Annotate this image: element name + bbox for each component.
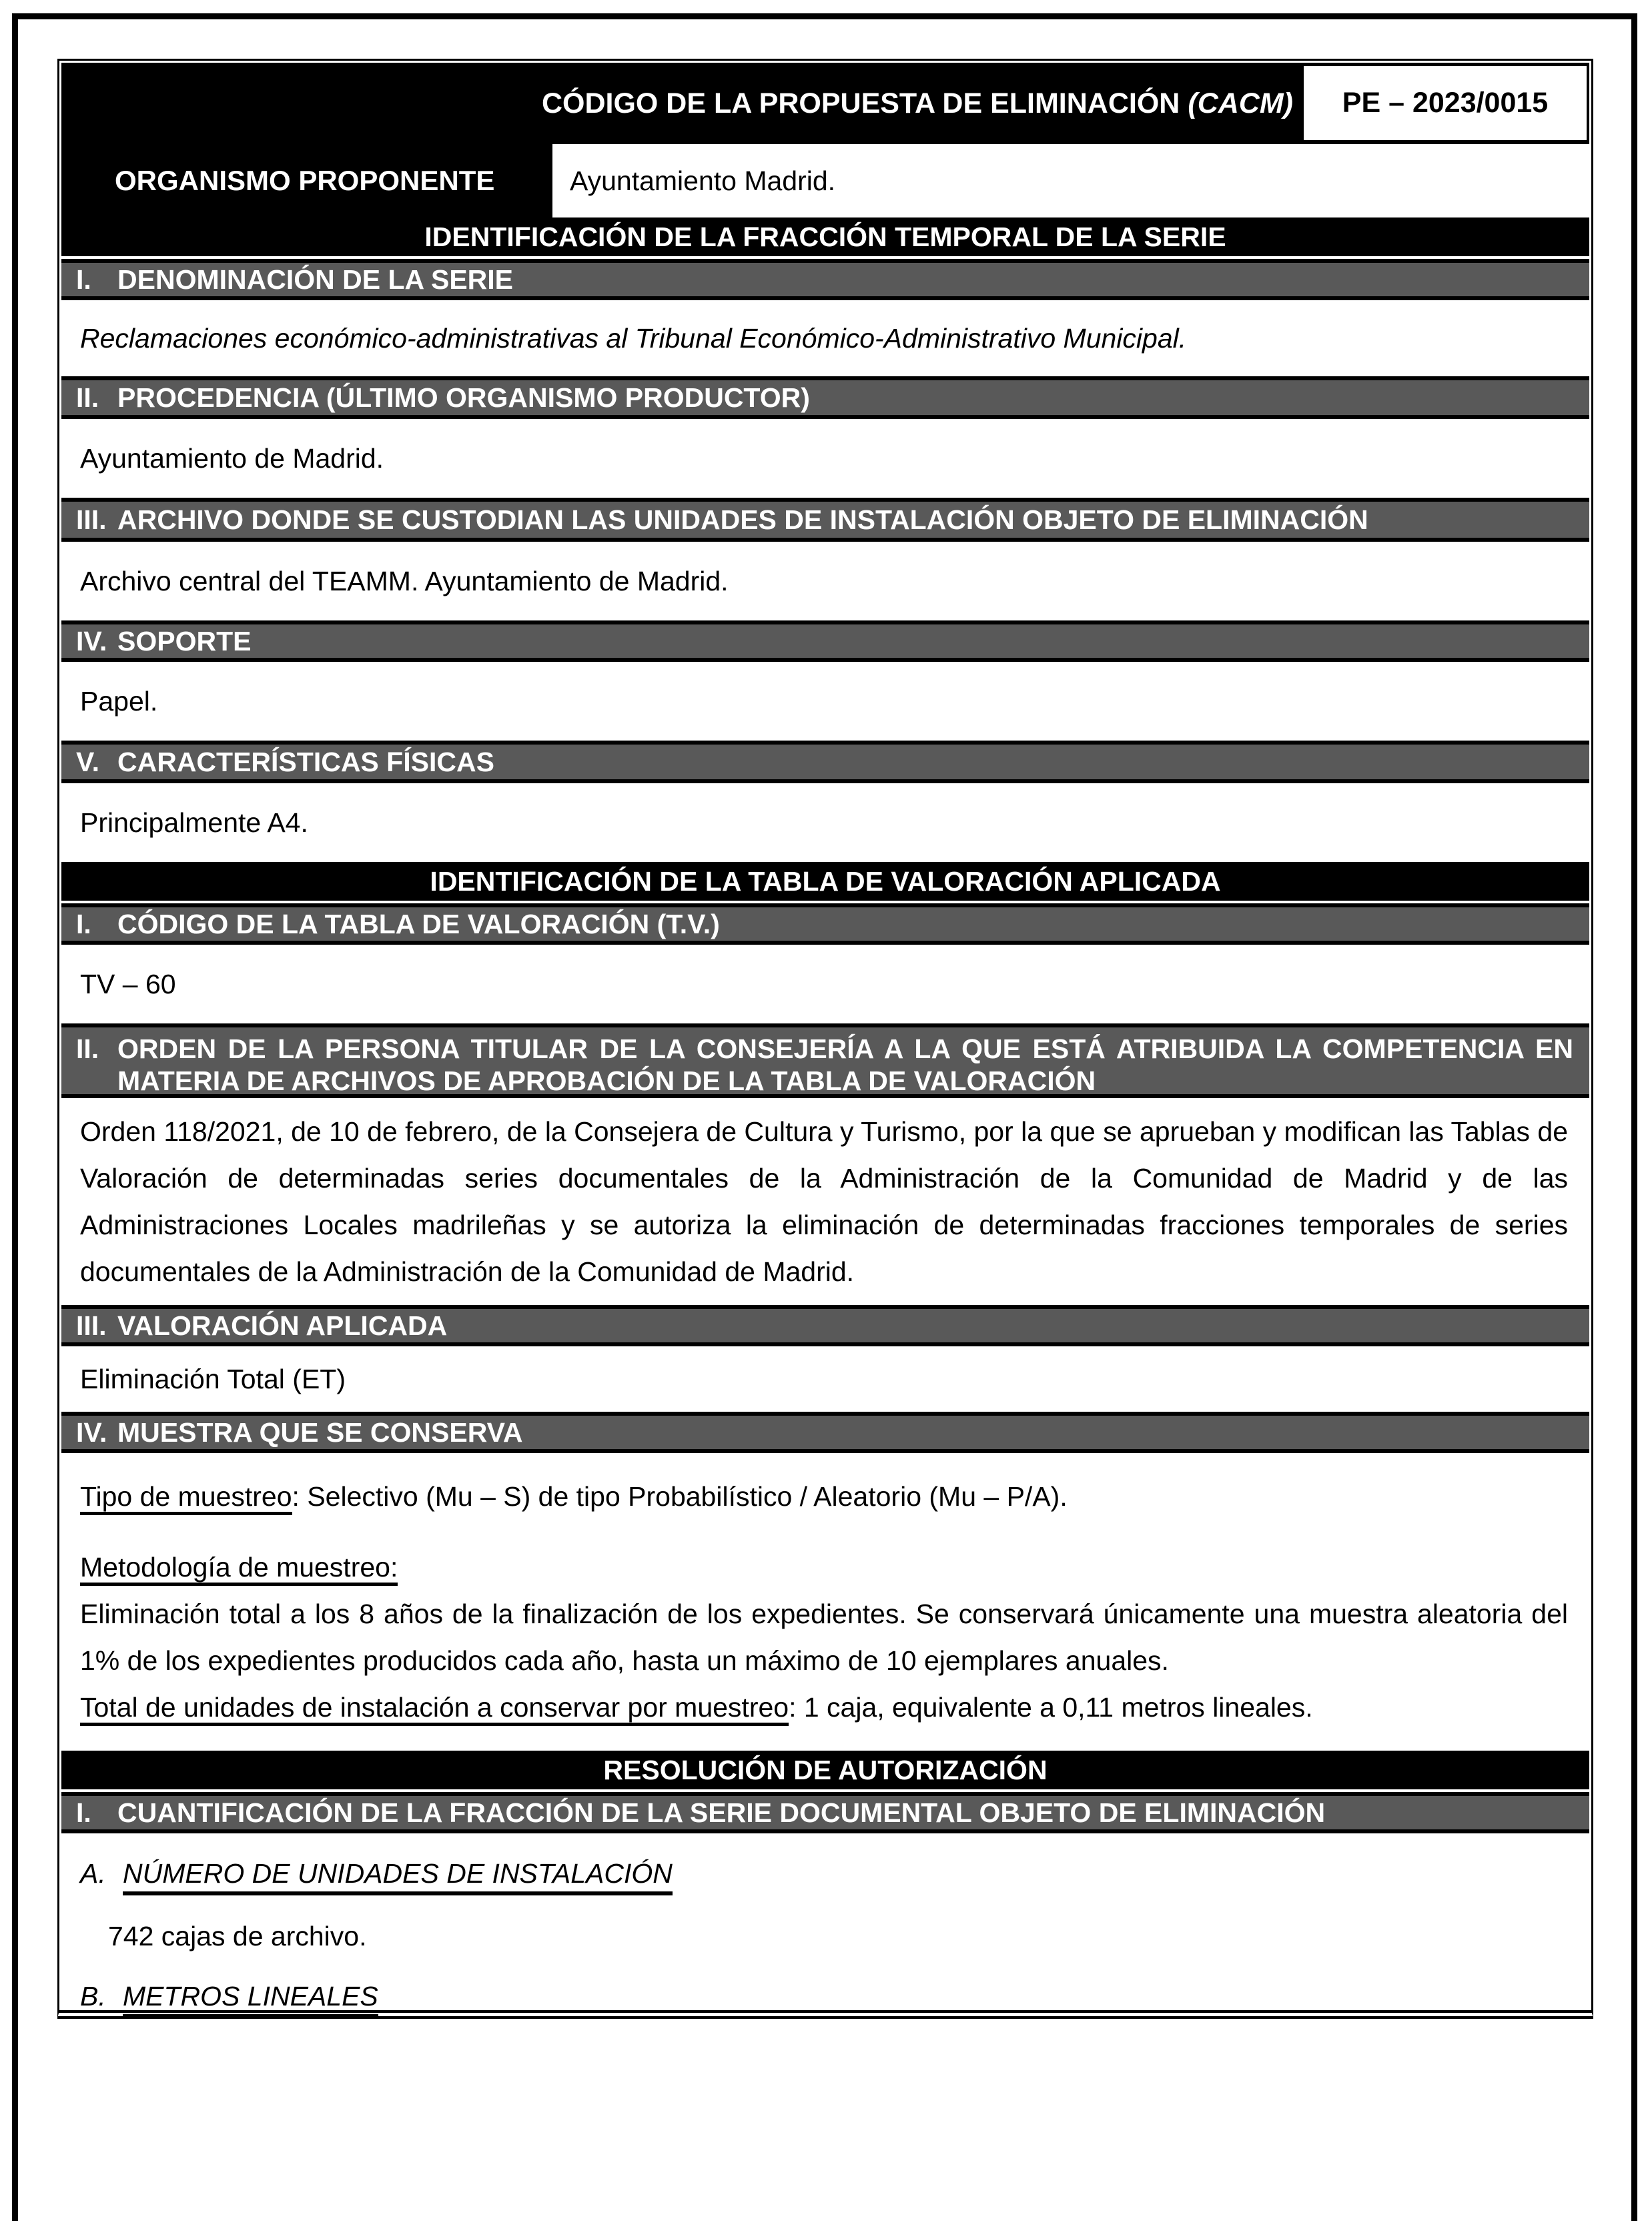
muestra-total-line: [80, 1684, 1568, 1731]
s1-item3-label: ARCHIVO DONDE SE CUSTODIAN LAS UNIDADES DE INSTALACIÓN OBJETO DE ELIMINACIÓN: [117, 504, 1368, 535]
s2-heading-orden: [61, 1023, 1589, 1098]
muestra-metodologia-block: [80, 1544, 1568, 1684]
s1-heading-denominacion: [61, 259, 1589, 300]
muestra-metodologia-label: Metodología de muestreo:: [80, 1552, 398, 1586]
subitem-a-row: [80, 1853, 1568, 1893]
s1-heading-archivo: [61, 498, 1589, 542]
s1-item5-label: CARACTERÍSTICAS FÍSICAS: [117, 746, 494, 777]
muestra-metodologia-text: Eliminación total a los 8 años de la finalización de los expedientes. Se conservará únicamente una muestra aleatoria del 1% de los expedientes producidos cada año, hasta un máximo de 10 ejemplares anuales.: [80, 1599, 1568, 1676]
s2-value-orden: Orden 118/2021, de 10 de febrero, de la Consejera de Cultura y Turismo, por la que se aprueban y modifican las Tablas de Valoración de determinadas series documentales de la Administración de la Comunidad de Madrid y de las Administraciones Locales madrileñas y se autoriza la eliminación de determinadas fracciones temporales de series documentales de la Administración de la Comunidad de Madrid.: [61, 1098, 1589, 1305]
s3-item1-num: I.: [76, 1797, 91, 1828]
s1-value-procedencia: Ayuntamiento de Madrid.: [61, 419, 1589, 498]
muestra-total-value: : 1 caja, equivalente a 0,11 metros lineales.: [789, 1692, 1313, 1723]
subitem-b-label: METROS LINEALES: [123, 1981, 378, 2018]
subitem-b-row: [80, 1976, 1568, 2016]
s2-item2-num: II.: [76, 1033, 99, 1064]
s2-item3-num: III.: [76, 1310, 107, 1341]
s3-heading-cuantificacion: [61, 1792, 1589, 1833]
s1-heading-soporte: [61, 620, 1589, 662]
s2-heading-codigo-tv: [61, 903, 1589, 945]
section3-title-bar: RESOLUCIÓN DE AUTORIZACIÓN: [61, 1751, 1589, 1789]
s1-item3-num: III.: [76, 504, 107, 535]
muestra-tipo-label: Tipo de muestreo: [80, 1481, 292, 1515]
muestra-tipo-line: [80, 1473, 1568, 1520]
s3-value-cuantificacion: [61, 1833, 1589, 2012]
s1-value-soporte: Papel.: [61, 662, 1589, 741]
s1-item5-num: V.: [76, 746, 99, 777]
form-title-main: CÓDIGO DE LA PROPUESTA DE ELIMINACIÓN: [541, 87, 1180, 119]
s2-item3-label: VALORACIÓN APLICADA: [117, 1310, 448, 1341]
s2-value-muestra: [61, 1453, 1589, 1751]
s2-heading-valoracion: [61, 1305, 1589, 1346]
s3-item1-label: CUANTIFICACIÓN DE LA FRACCIÓN DE LA SERIE DOCUMENTAL OBJETO DE ELIMINACIÓN: [117, 1797, 1326, 1828]
s1-item1-num: I.: [76, 264, 91, 295]
s1-item1-label: DENOMINACIÓN DE LA SERIE: [117, 264, 514, 295]
s1-heading-procedencia: [61, 376, 1589, 419]
subitem-b-letter: B.: [80, 1981, 106, 2012]
proponent-org-label: ORGANISMO PROPONENTE: [115, 165, 495, 196]
form-title-acronym: (CACM): [1188, 87, 1293, 119]
s2-value-valoracion: Eliminación Total (ET): [61, 1346, 1589, 1412]
s1-item4-label: SOPORTE: [117, 625, 252, 656]
s1-heading-caracteristicas: [61, 741, 1589, 783]
s2-item4-label: MUESTRA QUE SE CONSERVA: [117, 1416, 523, 1448]
subitem-a-letter: A.: [80, 1858, 106, 1889]
s1-item2-label: PROCEDENCIA (ÚLTIMO ORGANISMO PRODUCTOR): [117, 382, 810, 413]
subitem-a-value: 742 cajas de archivo.: [108, 1921, 367, 1951]
proposal-code-box: PE – 2023/0015: [1304, 66, 1587, 140]
s1-value-archivo: Archivo central del TEAMM. Ayuntamiento de Madrid.: [61, 542, 1589, 620]
s2-value-codigo-tv: TV – 60: [61, 945, 1589, 1023]
form-title: [61, 63, 1293, 144]
s1-item2-num: II.: [76, 382, 99, 413]
section1-title-bar: IDENTIFICACIÓN DE LA FRACCIÓN TEMPORAL DE LA SERIE: [61, 217, 1589, 256]
s1-item4-num: IV.: [76, 625, 107, 656]
elimination-proposal-form: [57, 59, 1593, 2019]
muestra-tipo-value: : Selectivo (Mu – S) de tipo Probabilístico / Aleatorio (Mu – P/A).: [292, 1481, 1068, 1512]
s1-value-caracteristicas: Principalmente A4.: [61, 783, 1589, 862]
s2-item2-label: ORDEN DE LA PERSONA TITULAR DE LA CONSEJERÍA A LA QUE ESTÁ ATRIBUIDA LA COMPETENCIA EN MATERIA DE ARCHIVOS DE APROBACIÓN DE LA TABLA DE VALORACIÓN: [117, 1033, 1573, 1096]
subitem-a-label: NÚMERO DE UNIDADES DE INSTALACIÓN: [123, 1858, 673, 1895]
section2-title-bar: IDENTIFICACIÓN DE LA TABLA DE VALORACIÓN APLICADA: [61, 862, 1589, 901]
s2-item1-label: CÓDIGO DE LA TABLA DE VALORACIÓN (T.V.): [117, 908, 720, 939]
proponent-org-field: Ayuntamiento Madrid.: [552, 144, 1589, 217]
s2-heading-muestra: [61, 1412, 1589, 1453]
form-header: [61, 63, 1589, 217]
s2-item4-num: IV.: [76, 1416, 107, 1448]
muestra-total-label: Total de unidades de instalación a conservar por muestreo: [80, 1692, 789, 1726]
s2-item1-num: I.: [76, 908, 91, 939]
s1-value-denominacion: Reclamaciones económico-administrativas al Tribunal Económico-Administrativo Municipal.: [61, 300, 1589, 376]
